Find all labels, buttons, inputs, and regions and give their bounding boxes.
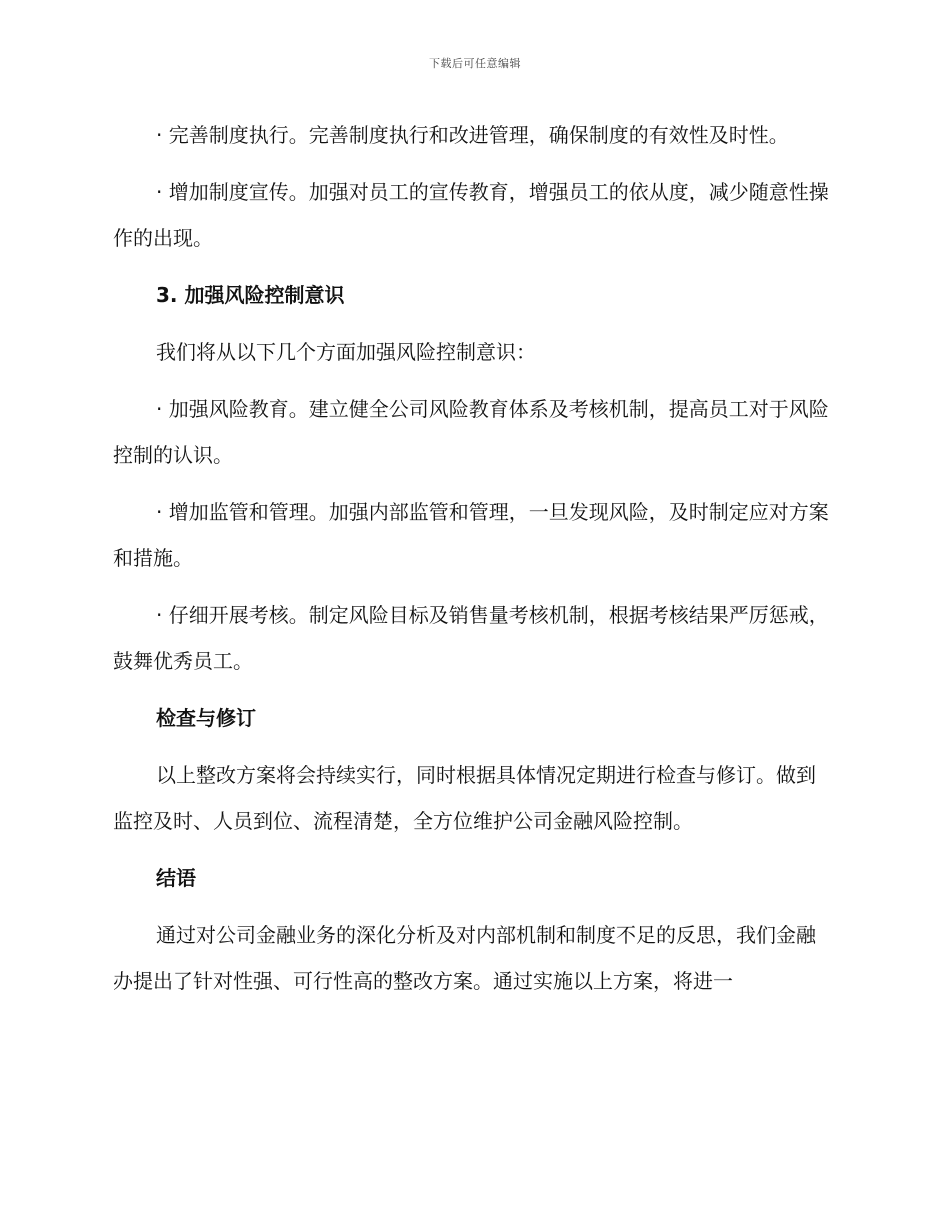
bullet-paragraph-supervision: · 增加监管和管理。加强内部监管和管理，一旦发现风险，及时制定应对方案和措施。 <box>113 500 829 570</box>
bullet-paragraph-system-publicity: · 增加制度宣传。加强对员工的宣传教育，增强员工的依从度，减少随意性操作的出现。 <box>113 180 829 250</box>
intro-paragraph-risk-awareness: 我们将从以下几个方面加强风险控制意识： <box>156 340 536 364</box>
bullet-paragraph-risk-education: · 加强风险教育。建立健全公司风险教育体系及考核机制，提高员工对于风险控制的认识。 <box>113 397 829 467</box>
paragraph-conclusion: 通过对公司金融业务的深化分析及对内部机制和制度不足的反思，我们金融办提出了针对性强、可行性高的整改方案。通过实施以上方案，将进一 <box>113 923 816 993</box>
page-header: 下载后可任意编辑 <box>429 57 521 70</box>
section-heading-risk-awareness: 3. 加强风险控制意识 <box>156 283 345 307</box>
bullet-paragraph-system-execution: · 完善制度执行。完善制度执行和改进管理，确保制度的有效性及时性。 <box>156 123 789 147</box>
bullet-paragraph-assessment: · 仔细开展考核。制定风险目标及销售量考核机制，根据考核结果严厉惩戒，鼓舞优秀员工。 <box>113 603 829 673</box>
paragraph-review: 以上整改方案将会持续实行，同时根据具体情况定期进行检查与修订。做到监控及时、人员到位、流程清楚，全方位维护公司金融风险控制。 <box>113 763 816 833</box>
document-body <box>113 112 831 1015</box>
section-heading-conclusion: 结语 <box>156 866 196 890</box>
section-heading-review: 检查与修订 <box>156 706 256 730</box>
